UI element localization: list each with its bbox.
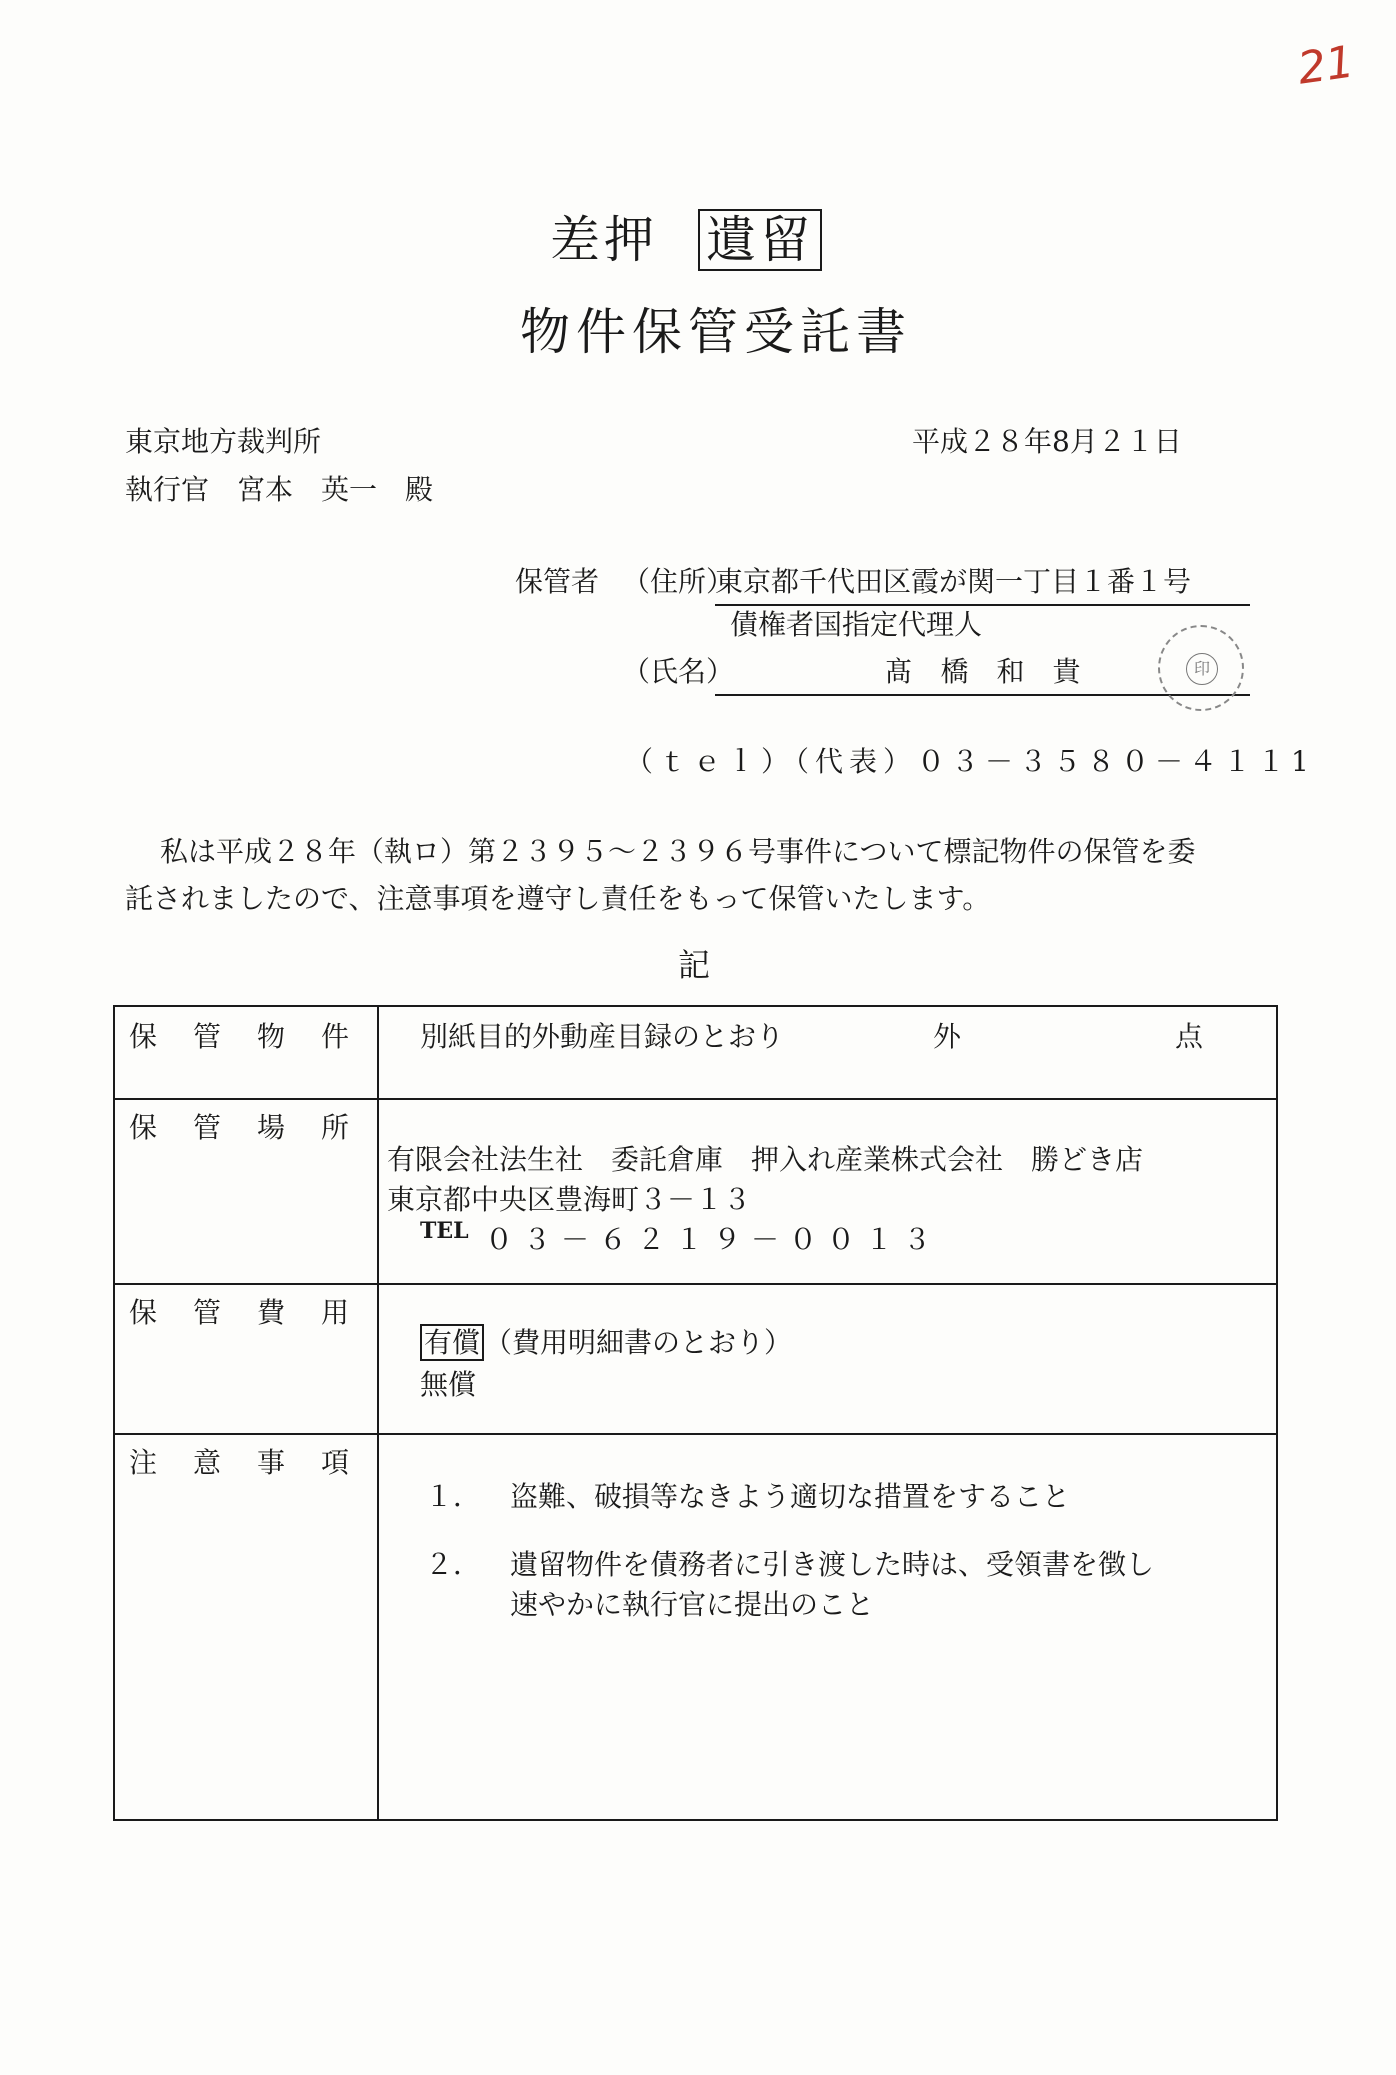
statement-line2: 託されましたので、注意事項を遵守し責任をもって保管いたします。 bbox=[125, 882, 991, 915]
items-outside: 外 bbox=[933, 1020, 962, 1053]
page-number: 21 bbox=[1294, 36, 1358, 95]
title-seizure: 差押 bbox=[550, 211, 658, 269]
addressee-officer: 執行官 宮本 英一 殿 bbox=[125, 473, 434, 506]
statement-line1: 私は平成２８年（執ロ）第２３９５～２３９６号事件について標記物件の保管を委 bbox=[160, 835, 1196, 868]
label-fees: 保管費用 bbox=[129, 1296, 386, 1329]
items-content: 別紙目的外動産目録のとおり bbox=[420, 1020, 785, 1053]
fees-free: 無償 bbox=[420, 1368, 477, 1401]
custodian-tel: （ｔｅｌ）（代表）０３－３５８０－４１１1 bbox=[625, 745, 1315, 778]
table-row-items bbox=[115, 1007, 1276, 1100]
title-left-behind-boxed: 遺留 bbox=[698, 209, 822, 271]
name-label: （氏名） bbox=[622, 655, 735, 688]
document-title-line2: 物件保管受託書 bbox=[520, 303, 912, 361]
custodian-name: 髙 橋 和 貴 bbox=[715, 650, 1250, 696]
table-row-fees bbox=[115, 1283, 1276, 1435]
label-items: 保管物件 bbox=[129, 1020, 386, 1053]
custodian-role: 債権者国指定代理人 bbox=[730, 608, 983, 641]
fees-paid-boxed: 有償 bbox=[420, 1324, 484, 1361]
document-date: 平成２８年8月２１日 bbox=[912, 425, 1182, 458]
note1-number: １． bbox=[425, 1480, 482, 1513]
label-notes: 注意事項 bbox=[129, 1446, 386, 1479]
custodian-label: 保管者 bbox=[515, 565, 600, 598]
label-location: 保管場所 bbox=[129, 1111, 386, 1144]
addressee-court: 東京地方裁判所 bbox=[125, 425, 322, 458]
items-count-unit: 点 bbox=[1175, 1020, 1204, 1053]
location-line2: 東京都中央区豊海町３－１３ bbox=[387, 1183, 752, 1216]
seal-mark-icon: 印 bbox=[1186, 653, 1218, 685]
location-tel-label: TEL bbox=[420, 1218, 469, 1244]
address-label: （住所） bbox=[622, 565, 735, 598]
custodian-address: 東京都千代田区霞が関一丁目１番１号 bbox=[715, 560, 1250, 606]
custody-table bbox=[113, 1005, 1278, 1821]
location-tel: ０３－６２１９－００１３ bbox=[485, 1223, 942, 1256]
note1-text: 盗難、破損等なきよう適切な措置をすること bbox=[510, 1480, 1071, 1513]
note2-text-line1: 遺留物件を債務者に引き渡した時は、受領書を徴し bbox=[510, 1548, 1155, 1581]
fees-paid-line bbox=[420, 1321, 792, 1361]
fees-paid-note: （費用明細書のとおり） bbox=[484, 1326, 793, 1359]
personal-seal-stamp bbox=[1158, 625, 1244, 711]
table-row-location bbox=[115, 1098, 1276, 1285]
note2-text-line2: 速やかに執行官に提出のこと bbox=[510, 1588, 875, 1621]
table-row-notes bbox=[115, 1433, 1276, 1819]
note2-number: ２． bbox=[425, 1548, 482, 1581]
document-title-line1 bbox=[550, 200, 822, 272]
location-line1: 有限会社法生社 委託倉庫 押入れ産業株式会社 勝どき店 bbox=[387, 1143, 1144, 1176]
ki-heading: 記 bbox=[678, 946, 711, 984]
